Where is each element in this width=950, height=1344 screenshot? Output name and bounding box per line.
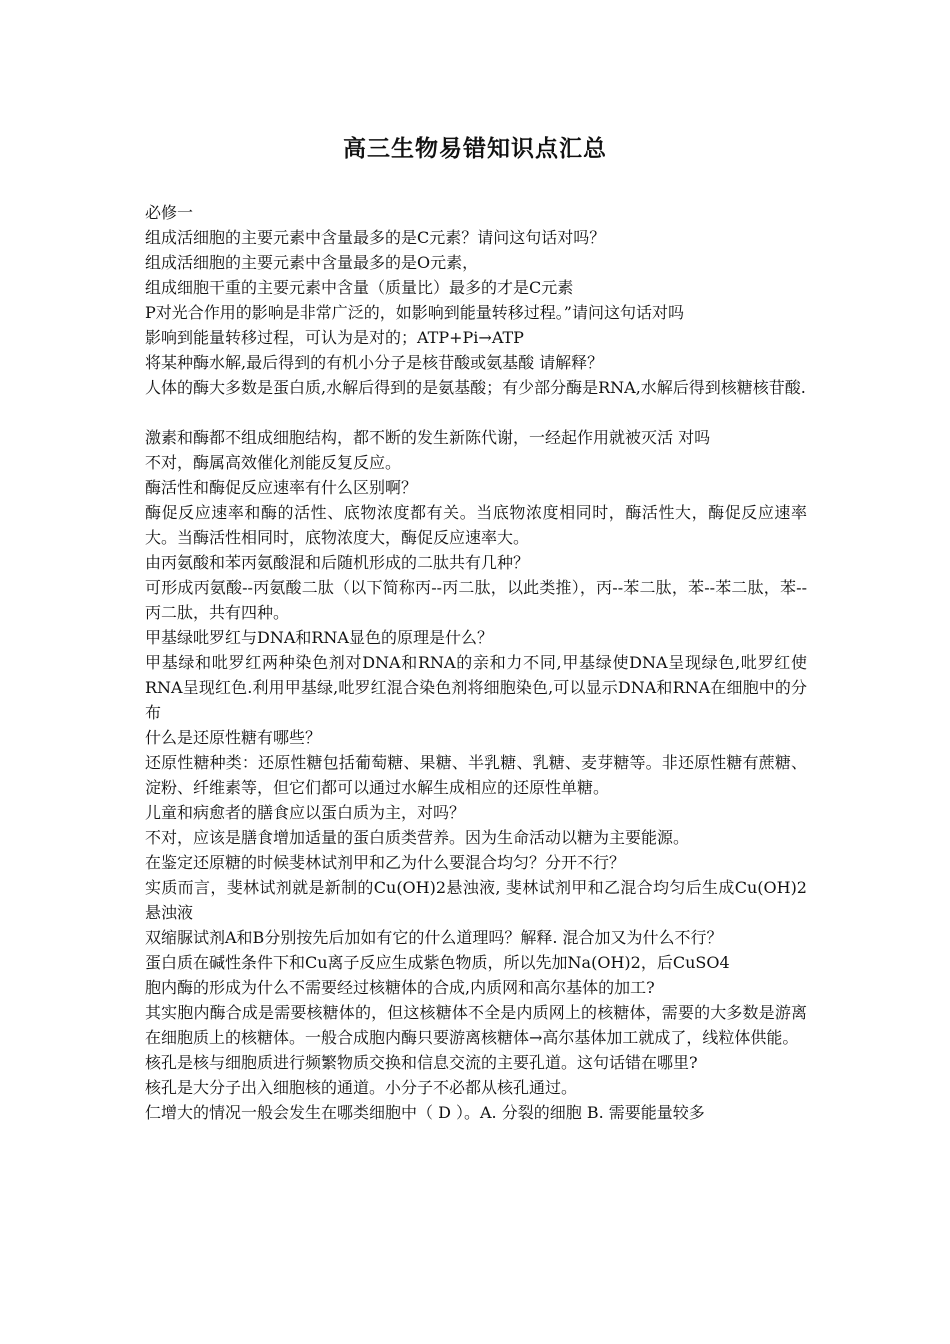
document-title: 高三生物易错知识点汇总	[343, 135, 607, 162]
text-line: 核孔是大分子出入细胞核的通道。小分子不必都从核孔通过。	[145, 1078, 578, 1097]
text-line: 组成活细胞的主要元素中含量最多的是C元素？请问这句话对吗？	[145, 228, 606, 247]
text-line: 组成活细胞的主要元素中含量最多的是O元素，	[145, 253, 479, 272]
text-line: 核孔是核与细胞质进行频繁物质交换和信息交流的主要孔道。这句话错在哪里?	[145, 1053, 698, 1072]
text-line: 将某种酶水解,最后得到的有机小分子是核苷酸或氨基酸 请解释？	[145, 353, 604, 372]
text-line: 人体的酶大多数是蛋白质,水解后得到的是氨基酸；有少部分酶是RNA,水解后得到核糖核苷酸.	[145, 378, 806, 397]
text-line: 甲基绿吡罗红与DNA和RNA显色的原理是什么？	[145, 628, 493, 647]
text-line: 影响到能量转移过程，可认为是对的；ATP+Pi→ATP	[145, 328, 524, 347]
text-line: 不对，应该是膳食增加适量的蛋白质类营养。因为生命活动以糖为主要能源。	[145, 828, 690, 847]
text-line: 双缩脲试剂A和B分别按先后加如有它的什么道理吗？解释. 混合加又为什么不行？	[145, 928, 723, 947]
text-line: 儿童和病愈者的膳食应以蛋白质为主，对吗？	[145, 803, 466, 822]
text-line: 实质而言，斐林试剂就是新制的Cu(OH)2悬浊液, 斐林试剂甲和乙混合均匀后生成Cu(OH)2悬浊液	[145, 878, 807, 922]
text-line: 甲基绿和吡罗红两种染色剂对DNA和RNA的亲和力不同,甲基绿使DNA呈现绿色,吡罗红使RNA呈现红色.利用甲基绿,吡罗红混合染色剂将细胞染色,可以显示DNA和RNA在细胞中的分布	[145, 653, 807, 722]
text-line: 什么是还原性糖有哪些？	[145, 728, 322, 747]
text-line: 其实胞内酶合成是需要核糖体的，但这核糖体不全是内质网上的核糖体，需要的大多数是游离在细胞质上的核糖体。一般合成胞内酶只要游离核糖体→高尔基体加工就成了，线粒体供能。	[145, 1003, 807, 1047]
text-line: 酶促反应速率和酶的活性、底物浓度都有关。当底物浓度相同时，酶活性大，酶促反应速率大。当酶活性相同时，底物浓度大，酶促反应速率大。	[145, 503, 807, 547]
text-line: 仁增大的情况一般会发生在哪类细胞中（ D ）。A. 分裂的细胞 B. 需要能量较多	[145, 1103, 705, 1122]
text-line: 激素和酶都不组成细胞结构，都不断的发生新陈代谢，一经起作用就被灭活 对吗	[145, 428, 711, 447]
text-line: 必修一	[145, 203, 194, 222]
text-line: 胞内酶的形成为什么不需要经过核糖体的合成,内质网和高尔基体的加工?	[145, 978, 655, 997]
text-line: 不对，酶属高效催化剂能反复反应。	[145, 453, 402, 472]
text-line: 可形成丙氨酸--丙氨酸二肽（以下简称丙--丙二肽，以此类推），丙--苯二肽，苯--苯二肽，苯--丙二肽，共有四种。	[145, 578, 807, 622]
document-body	[145, 200, 807, 1125]
text-line: 组成细胞干重的主要元素中含量（质量比）最多的才是C元素	[145, 278, 574, 297]
text-line: 酶活性和酶促反应速率有什么区别啊？	[145, 478, 418, 497]
text-line: 在鉴定还原糖的时候斐林试剂甲和乙为什么要混合均匀？分开不行？	[145, 853, 626, 872]
text-line: P对光合作用的影响是非常广泛的，如影响到能量转移过程。”请问这句话对吗	[145, 303, 684, 322]
text-line: 还原性糖种类：还原性糖包括葡萄糖、果糖、半乳糖、乳糖、麦芽糖等。非还原性糖有蔗糖、淀粉、纤维素等，但它们都可以通过水解生成相应的还原性单糖。	[145, 753, 807, 797]
blank-line	[145, 400, 807, 425]
text-line: 由丙氨酸和苯丙氨酸混和后随机形成的二肽共有几种？	[145, 553, 530, 572]
text-line: 蛋白质在碱性条件下和Cu离子反应生成紫色物质，所以先加Na(OH)2，后CuSO4	[145, 953, 730, 972]
